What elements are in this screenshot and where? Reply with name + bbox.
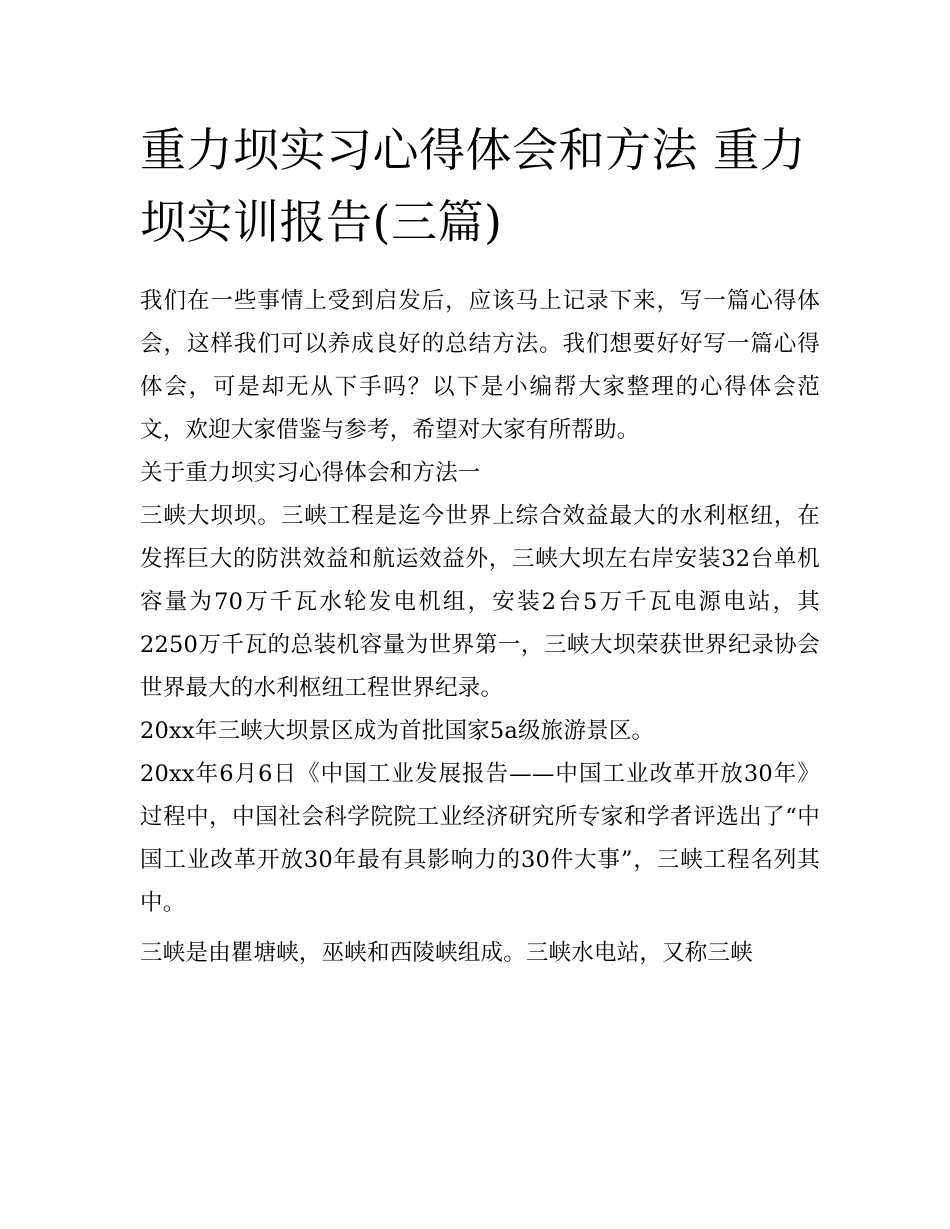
body-paragraph: 20xx年6月6日《中国工业发展报告——中国工业改革开放30年》过程中，中国社会科学院院工业经济研究所专家和学者评选出了“中国工业改革开放30年最有具影响力的30件大事”，三峡工程名列其中。 bbox=[140, 761, 820, 916]
body-paragraph: 三峡是由瞿塘峡，巫峡和西陵峡组成。三峡水电站，又称三峡 bbox=[140, 940, 753, 966]
document-title: 重力坝实习心得体会和方法 重力坝实训报告(三篇) bbox=[140, 123, 807, 249]
body-paragraph: 三峡大坝坝。三峡工程是迄今世界上综合效益最大的水利枢纽，在发挥巨大的防洪效益和航运效益外，三峡大坝左右岸安装32台单机容量为70万千瓦水轮发电机组，安装2台5万千瓦电源电站，其2250万千瓦的总装机容量为世界第一，三峡大坝荣获世界纪录协会世界最大的水利枢纽工程世界纪录。 bbox=[140, 503, 820, 701]
section-heading: 关于重力坝实习心得体会和方法一 bbox=[140, 460, 481, 486]
intro-paragraph: 我们在一些事情上受到启发后，应该马上记录下来，写一篇心得体会，这样我们可以养成良好的总结方法。我们想要好好写一篇心得体会，可是却无从下手吗？以下是小编帮大家整理的心得体会范文，欢迎大家借鉴与参考，希望对大家有所帮助。 bbox=[140, 288, 820, 443]
document-body bbox=[140, 280, 820, 975]
body-paragraph: 20xx年三峡大坝景区成为首批国家5a级旅游景区。 bbox=[140, 718, 655, 744]
